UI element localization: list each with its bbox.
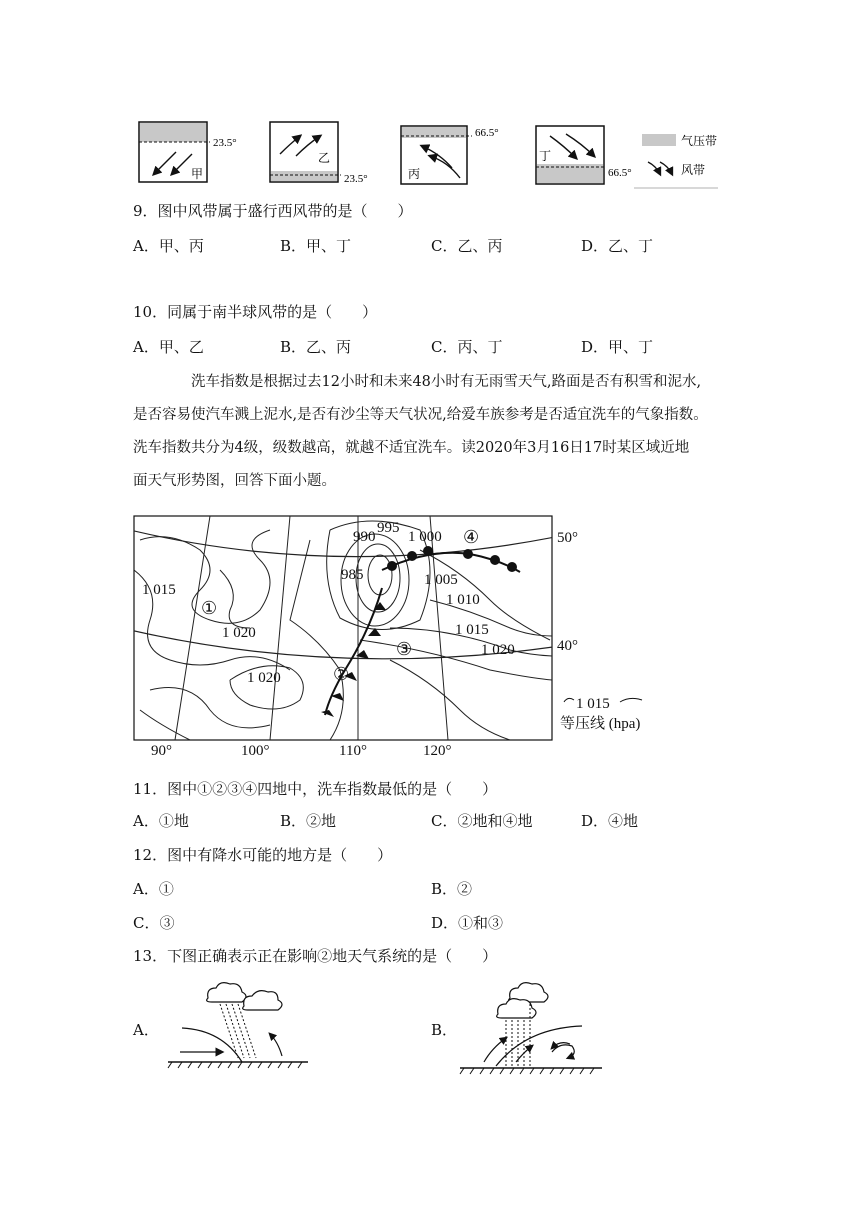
q12-option-c[interactable]: C．③ <box>133 914 175 932</box>
isobar-label: 1 015 <box>142 582 176 598</box>
panel-label: 乙 <box>318 151 331 165</box>
cloud-icon <box>207 983 282 1010</box>
q12-stem: 12．图中有降水可能的地方是（ ） <box>133 846 393 864</box>
latitude-label-50: 50° <box>557 530 578 546</box>
front-diagram-b[interactable] <box>456 982 606 1078</box>
passage-line: 洗车指数共分为4级，级数越高，就越不适宜洗车。读2020年3月16日17时某区域近地 <box>133 440 690 456</box>
isobar-label: 1 020 <box>481 642 515 658</box>
q9-stem: 9．图中风带属于盛行西风带的是（ ） <box>133 202 413 220</box>
legend-pressure-belt: 气压带 <box>681 134 718 148</box>
point-4-label: ④ <box>463 527 480 547</box>
reading-passage <box>133 366 733 498</box>
q11-stem: 11．图中①②③④四地中，洗车指数最低的是（ ） <box>133 780 498 798</box>
q11-option-c[interactable]: C．②地和④地 <box>431 812 533 830</box>
legend-isobar-value: 1 015 <box>576 696 610 712</box>
q13-stem: 13．下图正确表示正在影响②地天气系统的是（ ） <box>133 947 498 965</box>
passage-line: 是否容易使汽车溅上泥水,是否有沙尘等天气状况,给爱车族参考是否适宜洗车的气象指数。 <box>133 407 708 423</box>
latitude-label: 66.5° <box>475 127 499 139</box>
longitude-label-90: 90° <box>151 743 172 759</box>
wind-belt-figure <box>130 118 730 190</box>
isobar-label: 1 020 <box>247 670 281 686</box>
point-3-label: ③ <box>396 639 413 659</box>
q10-option-a[interactable]: A．甲、乙 <box>133 338 204 356</box>
longitude-label-110: 110° <box>339 743 367 759</box>
isobar-label: 1 000 <box>408 529 442 545</box>
isobar-label: 1 005 <box>424 572 458 588</box>
q13-option-a[interactable]: A． <box>133 1021 159 1039</box>
q10-option-c[interactable]: C．丙、丁 <box>431 338 503 356</box>
q11-option-d[interactable]: D．④地 <box>581 812 639 830</box>
passage-line: 面天气形势图，回答下面小题。 <box>133 473 336 489</box>
panel-label: 甲 <box>191 167 204 181</box>
isobar-label: 1 010 <box>446 592 480 608</box>
q10-option-b[interactable]: B．乙、丙 <box>280 338 352 356</box>
q9-option-d[interactable]: D．乙、丁 <box>581 237 654 255</box>
point-2-label: ② <box>333 664 350 684</box>
cloud-icon <box>497 983 548 1018</box>
isobar-label: 990 <box>353 529 376 545</box>
q9-option-b[interactable]: B．甲、丁 <box>280 237 352 255</box>
latitude-label: 66.5° <box>608 167 632 179</box>
q9-option-a[interactable]: A．甲、丙 <box>133 237 204 255</box>
wind-panel-bing <box>401 126 499 184</box>
latitude-label: 23.5° <box>213 137 237 149</box>
wind-figure-legend <box>634 133 718 188</box>
isobar-label: 1 020 <box>222 625 256 641</box>
weather-map-legend <box>560 696 642 732</box>
panel-label: 丙 <box>408 167 421 181</box>
passage-line: 洗车指数是根据过去12小时和未来48小时有无雨雪天气,路面是否有积雪和泥水, <box>191 374 702 390</box>
q9-option-c[interactable]: C．乙、丙 <box>431 237 503 255</box>
legend-wind-belt: 风带 <box>681 163 706 177</box>
point-1-label: ① <box>201 598 218 618</box>
wind-panel-jia <box>139 122 237 182</box>
wind-panel-yi <box>270 122 368 185</box>
q12-option-a[interactable]: A．① <box>133 880 174 898</box>
longitude-label-100: 100° <box>241 743 270 759</box>
q10-stem: 10．同属于南半球风带的是（ ） <box>133 303 378 321</box>
wind-panel-ding <box>536 126 632 184</box>
latitude-label-40: 40° <box>557 638 578 654</box>
weather-map <box>130 510 690 760</box>
panel-label: 丁 <box>539 149 552 163</box>
q13-option-b[interactable]: B． <box>431 1021 458 1039</box>
longitude-label-120: 120° <box>423 743 452 759</box>
q12-option-b[interactable]: B．② <box>431 880 473 898</box>
q10-option-d[interactable]: D．甲、丁 <box>581 338 654 356</box>
latitude-label: 23.5° <box>344 173 368 185</box>
q11-option-b[interactable]: B．②地 <box>280 812 337 830</box>
q12-option-d[interactable]: D．①和③ <box>431 914 504 932</box>
q11-option-a[interactable]: A．①地 <box>133 812 189 830</box>
isobar-label: 995 <box>377 520 400 536</box>
isobar-label: 985 <box>341 567 364 583</box>
isobar-label: 1 015 <box>455 622 489 638</box>
front-diagram-a[interactable] <box>162 978 312 1074</box>
legend-isobar-label: 等压线 (hpa) <box>560 716 641 732</box>
